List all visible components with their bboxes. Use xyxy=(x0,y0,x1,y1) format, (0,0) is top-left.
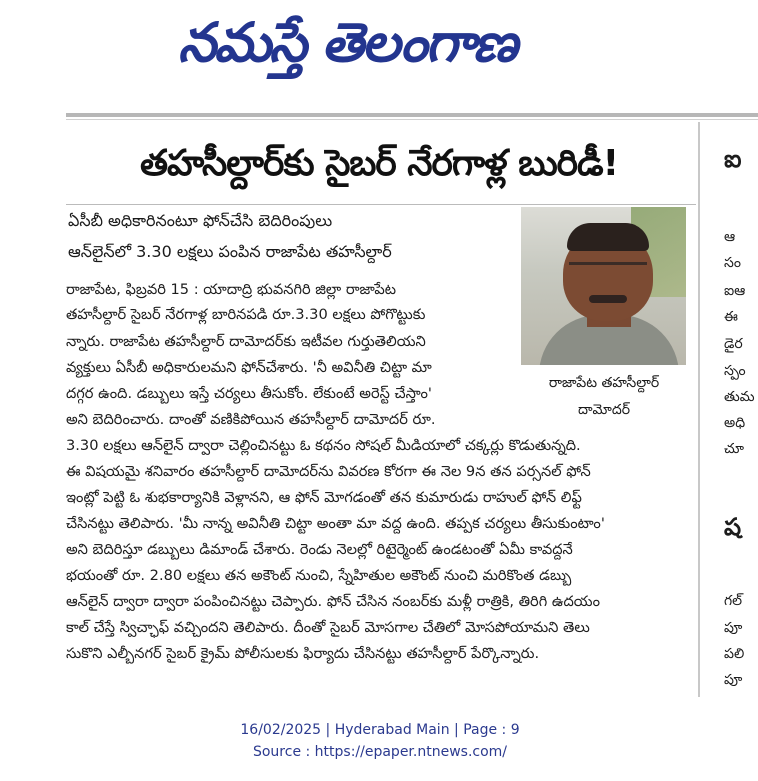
body-line: వ్యక్తులు ఏసీబీ అధికారులమని ఫోన్‌చేశారు. 'నీ అవినీతి చిట్టా మా xyxy=(66,359,432,376)
side-text-fragment: గల్ xyxy=(724,593,743,609)
masthead-title: నమస్తే తెలంగాణ xyxy=(178,11,516,74)
side-headline-fragment: ఐ xyxy=(724,145,742,173)
side-text-fragment: తుమ xyxy=(724,389,755,405)
body-line: ఇంట్లో పెట్టి ఓ శుభకార్యానికి వెళ్లానని, ఆ ఫోన్ మోగడంతో తన కుమారుడు రాహుల్ ఫోన్ లిఫ్ట్ xyxy=(66,489,582,506)
footer-dateline: 16/02/2025 | Hyderabad Main | Page : 9 xyxy=(240,722,520,738)
masthead-rule xyxy=(66,113,758,117)
article-subhead-1: ఏసీబీ అధికారినంటూ ఫోన్‌చేసి బెదిరింపులు xyxy=(68,211,333,230)
body-line: ఈ విషయమై శనివారం తహసీల్దార్ దామోదర్‌ను వివరణ కోరగా ఈ నెల 9న తన పర్సనల్ ఫోన్ xyxy=(66,463,591,480)
body-line: 3.30 లక్షలు ఆన్‌లైన్ ద్వారా చెల్లించినట్టు ఓ కథనం సోషల్ మీడియాలో చక్కర్లు కొడుతున్నది. xyxy=(66,437,581,454)
side-text-fragment: ఐఆ xyxy=(724,283,746,299)
side-text-fragment: పూ xyxy=(724,620,743,636)
body-line: అని బెదిరించారు. దాంతో వణికిపోయిన తహసీల్దార్ దామోదర్ రూ. xyxy=(66,411,436,428)
body-line: దగ్గర ఉంది. డబ్బులు ఇస్తే చర్యలు తీసుకోం. లేకుంటే అరెస్ట్ చేస్తాం' xyxy=(66,385,432,402)
photo-caption-line-2: దామోదర్ xyxy=(577,402,631,418)
side-text-fragment: అధి xyxy=(724,415,746,431)
body-line: ఆన్‌లైన్ ద్వారా ద్వారా పంపించినట్టు చెప్పారు. ఫోన్ చేసిన నంబర్‌కు మళ్లీ రాత్రికి, తిరిగి ఉదయం xyxy=(66,593,600,610)
tahsildar-photo xyxy=(521,207,686,365)
footer-source: Source : https://epaper.ntnews.com/ xyxy=(252,744,508,760)
side-text-fragment: చూ xyxy=(724,441,744,457)
body-line: అని బెదిరిస్తూ డబ్బులు డిమాండ్ చేశారు. రెండు నెలల్లో రిటైర్మెంట్ ఉండటంతో ఏమీ కావద్దనే xyxy=(66,541,573,558)
column-separator xyxy=(698,122,700,697)
body-line: రాజాపేట, ఫిబ్రవరి 15 : యాదాద్రి భువనగిరి జిల్లా రాజాపేట xyxy=(66,281,397,298)
body-line: తహసీల్దార్ సైబర్ నేరగాళ్ల బారినపడి రూ.3.30 లక్షలు పోగొట్టుకు xyxy=(66,306,426,323)
side-text-fragment: సం xyxy=(724,255,741,271)
side-text-fragment: పూ xyxy=(724,672,743,688)
side-headline-fragment-2: ష xyxy=(724,513,742,541)
article-headline: తహసీల్దార్‌కు సైబర్ నేరగాళ్ల బురిడీ! xyxy=(139,143,619,184)
side-text-fragment: స్పం xyxy=(724,363,746,379)
body-line: కాల్ చేస్తే స్విచ్ఛాఫ్ వచ్చిందని తెలిపారు. దీంతో సైబర్ మోసగాల చేతిలో మోసపోయామని తెలు xyxy=(66,619,590,636)
side-text-fragment: డైర xyxy=(724,336,743,352)
body-line: చేసినట్టు తెలిపారు. 'మీ నాన్న అవినీతి చిట్టా అంతా మా వద్ద ఉంది. తప్పక చర్యలు తీసుకుంటాం' xyxy=(66,515,605,532)
headline-rule xyxy=(66,204,696,205)
side-text-fragment: ఆ xyxy=(724,229,736,245)
article-subhead-2: ఆన్‌లైన్‌లో 3.30 లక్షలు పంపిన రాజాపేట తహసీల్దార్ xyxy=(68,242,392,261)
body-line: న్నారు. రాజాపేట తహసీల్దార్ దామోదర్‌కు ఇటీవల గుర్తుతెలియని xyxy=(66,333,426,350)
body-line: సుకొని ఎల్బీనగర్ సైబర్ క్రైమ్ పోలీసులకు ఫిర్యాదు చేసినట్టు తహసీల్దార్ పేర్కొన్నారు. xyxy=(66,645,540,662)
side-text-fragment: ఈ xyxy=(724,309,738,325)
body-line: భయంతో రూ. 2.80 లక్షలు తన అకౌంట్ నుంచి, స్నేహితుల అకౌంట్ నుంచి మరికొంత డబ్బు xyxy=(66,567,572,584)
photo-caption-line-1: రాజాపేట తహసీల్దార్ xyxy=(548,375,660,391)
masthead-rule-thin xyxy=(66,119,758,120)
side-text-fragment: పలి xyxy=(724,646,745,662)
